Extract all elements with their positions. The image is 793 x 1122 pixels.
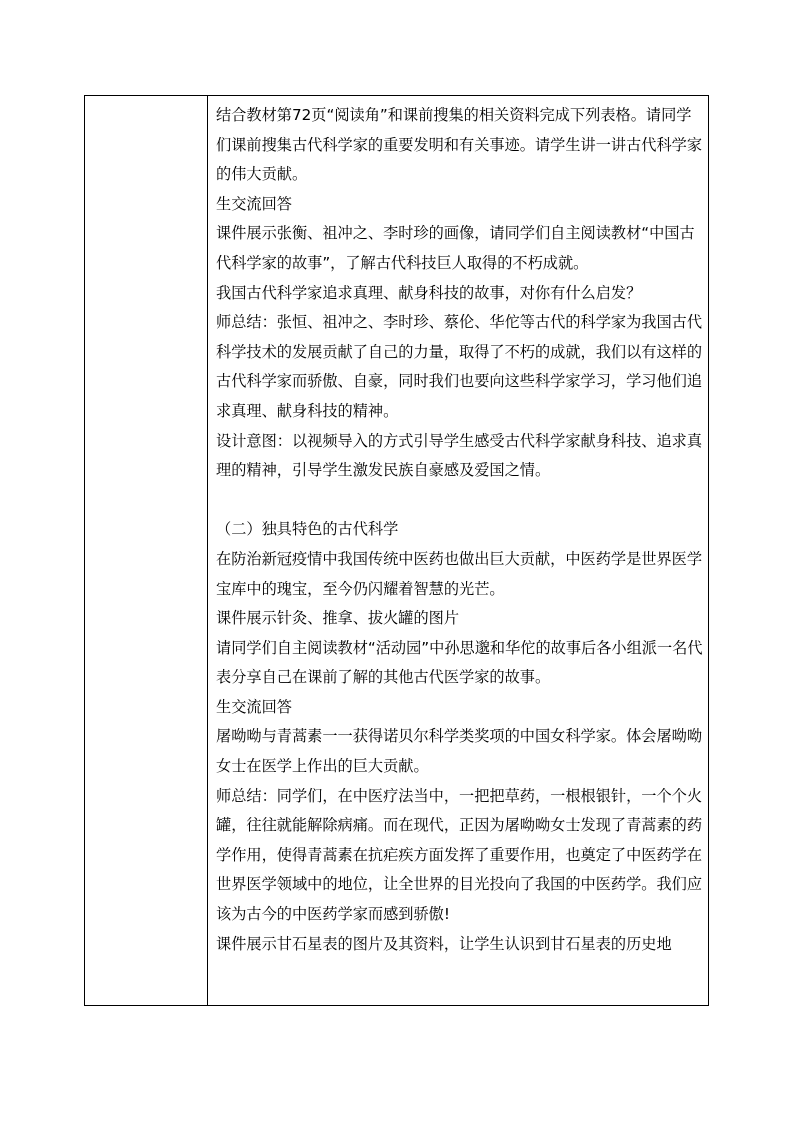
section-heading: （二）独具特色的古代科学 — [216, 520, 399, 539]
blank-line — [216, 486, 706, 516]
paragraph-student-answer-2: 生交流回答 — [216, 697, 292, 716]
lesson-table — [84, 95, 709, 1006]
paragraph-portraits: 课件展示张衡、祖冲之、李时珍的画像，请同学们自主阅读教材“中国古代科学家的故事”，了解古代科技巨人取得的不朽成就。 — [216, 224, 695, 272]
left-empty-cell — [85, 96, 207, 1005]
paragraph-tcm: 在防治新冠疫情中我国传统中医药也做出巨大贡献，中医药学是世界医学宝库中的瑰宝，至今仍闪耀着智慧的光芒。 — [216, 549, 702, 598]
paragraph-intro: 结合教材第72页“阅读角”和课前搜集的相关资料完成下列表格。请同学们课前搜集古代科学家的重要发明和有关事迹。请学生讲一讲古代科学家的伟大贡献。 — [216, 106, 702, 184]
paragraph-show-images: 课件展示针灸、推拿、拔火罐的图片 — [216, 609, 459, 628]
paragraph-reading-task: 请同学们自主阅读教材“活动园”中孙思邈和华佗的故事后各小组派一名代表分享自己在课前了解的其他古代医学家的故事。 — [216, 638, 703, 687]
paragraph-student-answer-1: 生交流回答 — [216, 194, 292, 213]
column-divider — [207, 96, 208, 1005]
paragraph-star-catalog: 课件展示甘石星表的图片及其资料，让学生认识到甘石星表的历史地 — [216, 934, 672, 953]
paragraph-question: 我国古代科学家追求真理、献身科技的故事，对你有什么启发？ — [216, 283, 642, 302]
paragraph-tu-youyou: 屠呦呦与青蒿素一一获得诺贝尔科学类奖项的中国女科学家。体会屠呦呦女士在医学上作出的巨大贡献。 — [216, 727, 702, 776]
paragraph-teacher-summary-1: 师总结：张恒、祖冲之、李时珍、蔡伦、华佗等古代的科学家为我国古代科学技术的发展贡献了自己的力量，取得了不朽的成就，我们以有这样的古代科学家而骄傲、自豪，同时我们也要向这些科学家学习，学习他们追求真理、献身科技的精神。 — [216, 313, 702, 420]
paragraph-teacher-summary-2: 师总结：同学们，在中医疗法当中，一把把草药，一根根银针，一个个火罐，往往就能解除病痛。而在现代，正因为屠呦呦女士发现了青蒿素的药学作用，使得青蒿素在抗疟疾方面发挥了重要作用，也奠定了中医药学在世界医学领域中的地位，让全世界的目光投向了我国的中医药学。我们应该为古今的中医药学家而感到骄傲! — [216, 786, 702, 924]
paragraph-design-intent: 设计意图：以视频导入的方式引导学生感受古代科学家献身科技、追求真理的精神，引导学生激发民族自豪感及爱国之情。 — [216, 431, 702, 480]
lesson-content-cell — [216, 101, 706, 959]
